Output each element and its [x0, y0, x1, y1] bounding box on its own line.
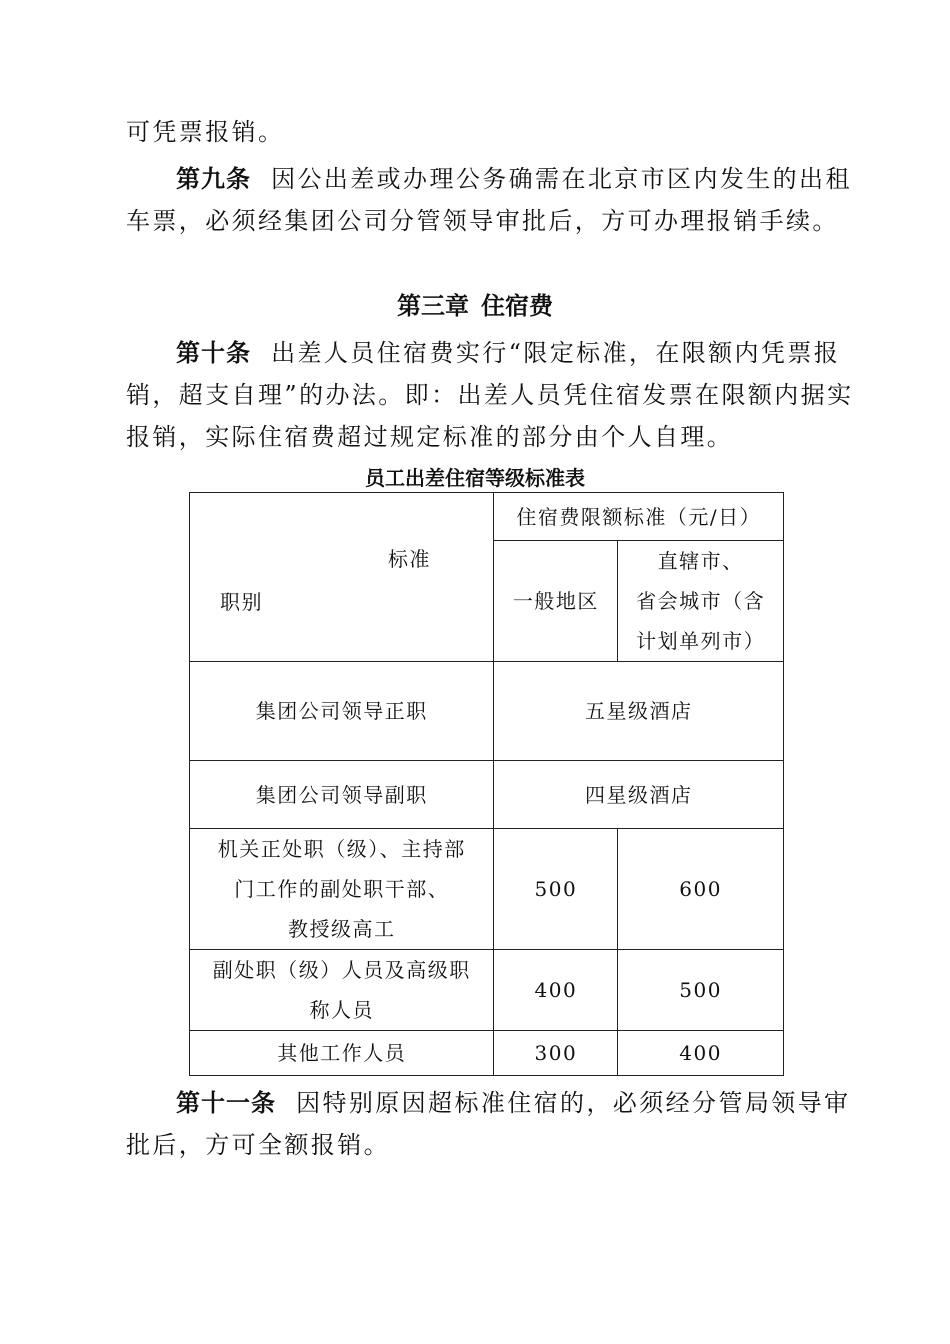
table-row [190, 662, 784, 761]
role-line: 门工作的副处职干部、 [234, 877, 450, 901]
role-line: 副处职（级）人员及高级职 [212, 958, 471, 982]
header-city-line: 直辖市、 [657, 549, 744, 573]
article-9-line-2: 车票，必须经集团公司分管领导审批后，方可办理报销手续。 [126, 207, 839, 235]
article-10-line-3: 报销，实际住宿费超过规定标准的部分由个人自理。 [126, 423, 734, 451]
city-value-cell: 500 [618, 950, 784, 1031]
role-line: 称人员 [309, 998, 374, 1022]
article-9-text: 因公出差或办理公务确需在北京市区内发生的出租 [271, 165, 852, 193]
role-cell: 其他工作人员 [190, 1031, 494, 1076]
article-10-text: 出差人员住宿费实行“限定标准，在限额内凭票报 [271, 339, 841, 367]
article-10-label: 第十条 [176, 339, 251, 367]
header-city-line: 计划单列市） [636, 629, 766, 653]
article-11-line-1 [176, 1087, 851, 1119]
article-11-line-2: 批后，方可全额报销。 [126, 1131, 390, 1159]
article-9-line-1 [176, 163, 852, 195]
article-11-label: 第十一条 [176, 1089, 276, 1117]
table-row [190, 1031, 784, 1076]
table-caption: 员工出差住宿等级标准表 [365, 466, 585, 490]
header-city-area [618, 541, 784, 662]
merged-standard-cell: 四星级酒店 [494, 761, 784, 829]
table-row [190, 950, 784, 1031]
table-row [190, 829, 784, 950]
paragraph-line: 可凭票报销。 [126, 118, 285, 146]
merged-standard-cell: 五星级酒店 [494, 662, 784, 761]
role-line: 机关正处职（级）、主持部 [217, 837, 466, 861]
article-10-line-1 [176, 337, 840, 369]
header-limit: 住宿费限额标准（元/日） [494, 493, 784, 541]
article-11-text: 因特别原因超标准住宿的，必须经分管局领导审 [296, 1089, 851, 1117]
header-standard: 标准 [388, 547, 431, 571]
chapter-heading [0, 290, 950, 322]
role-cell: 集团公司领导正职 [190, 662, 494, 761]
general-value-cell: 300 [494, 1031, 618, 1076]
general-value-cell: 400 [494, 950, 618, 1031]
article-10-line-2: 销，超支自理”的办法。即：出差人员凭住宿发票在限额内据实 [126, 381, 854, 409]
header-general-area: 一般地区 [494, 541, 618, 662]
corner-header-cell [190, 493, 494, 662]
city-value-cell: 400 [618, 1031, 784, 1076]
table-row [190, 761, 784, 829]
article-9-label: 第九条 [176, 165, 251, 193]
role-cell [190, 950, 494, 1031]
chapter-number: 第三章 [397, 292, 469, 320]
lodging-standard-table [189, 492, 784, 1076]
general-value-cell: 500 [494, 829, 618, 950]
role-cell: 集团公司领导副职 [190, 761, 494, 829]
city-value-cell: 600 [618, 829, 784, 950]
role-line: 教授级高工 [287, 917, 396, 941]
chapter-title: 住宿费 [481, 292, 553, 320]
header-role: 职别 [220, 590, 263, 614]
header-city-line: 省会城市（含 [636, 589, 766, 613]
role-cell [190, 829, 494, 950]
